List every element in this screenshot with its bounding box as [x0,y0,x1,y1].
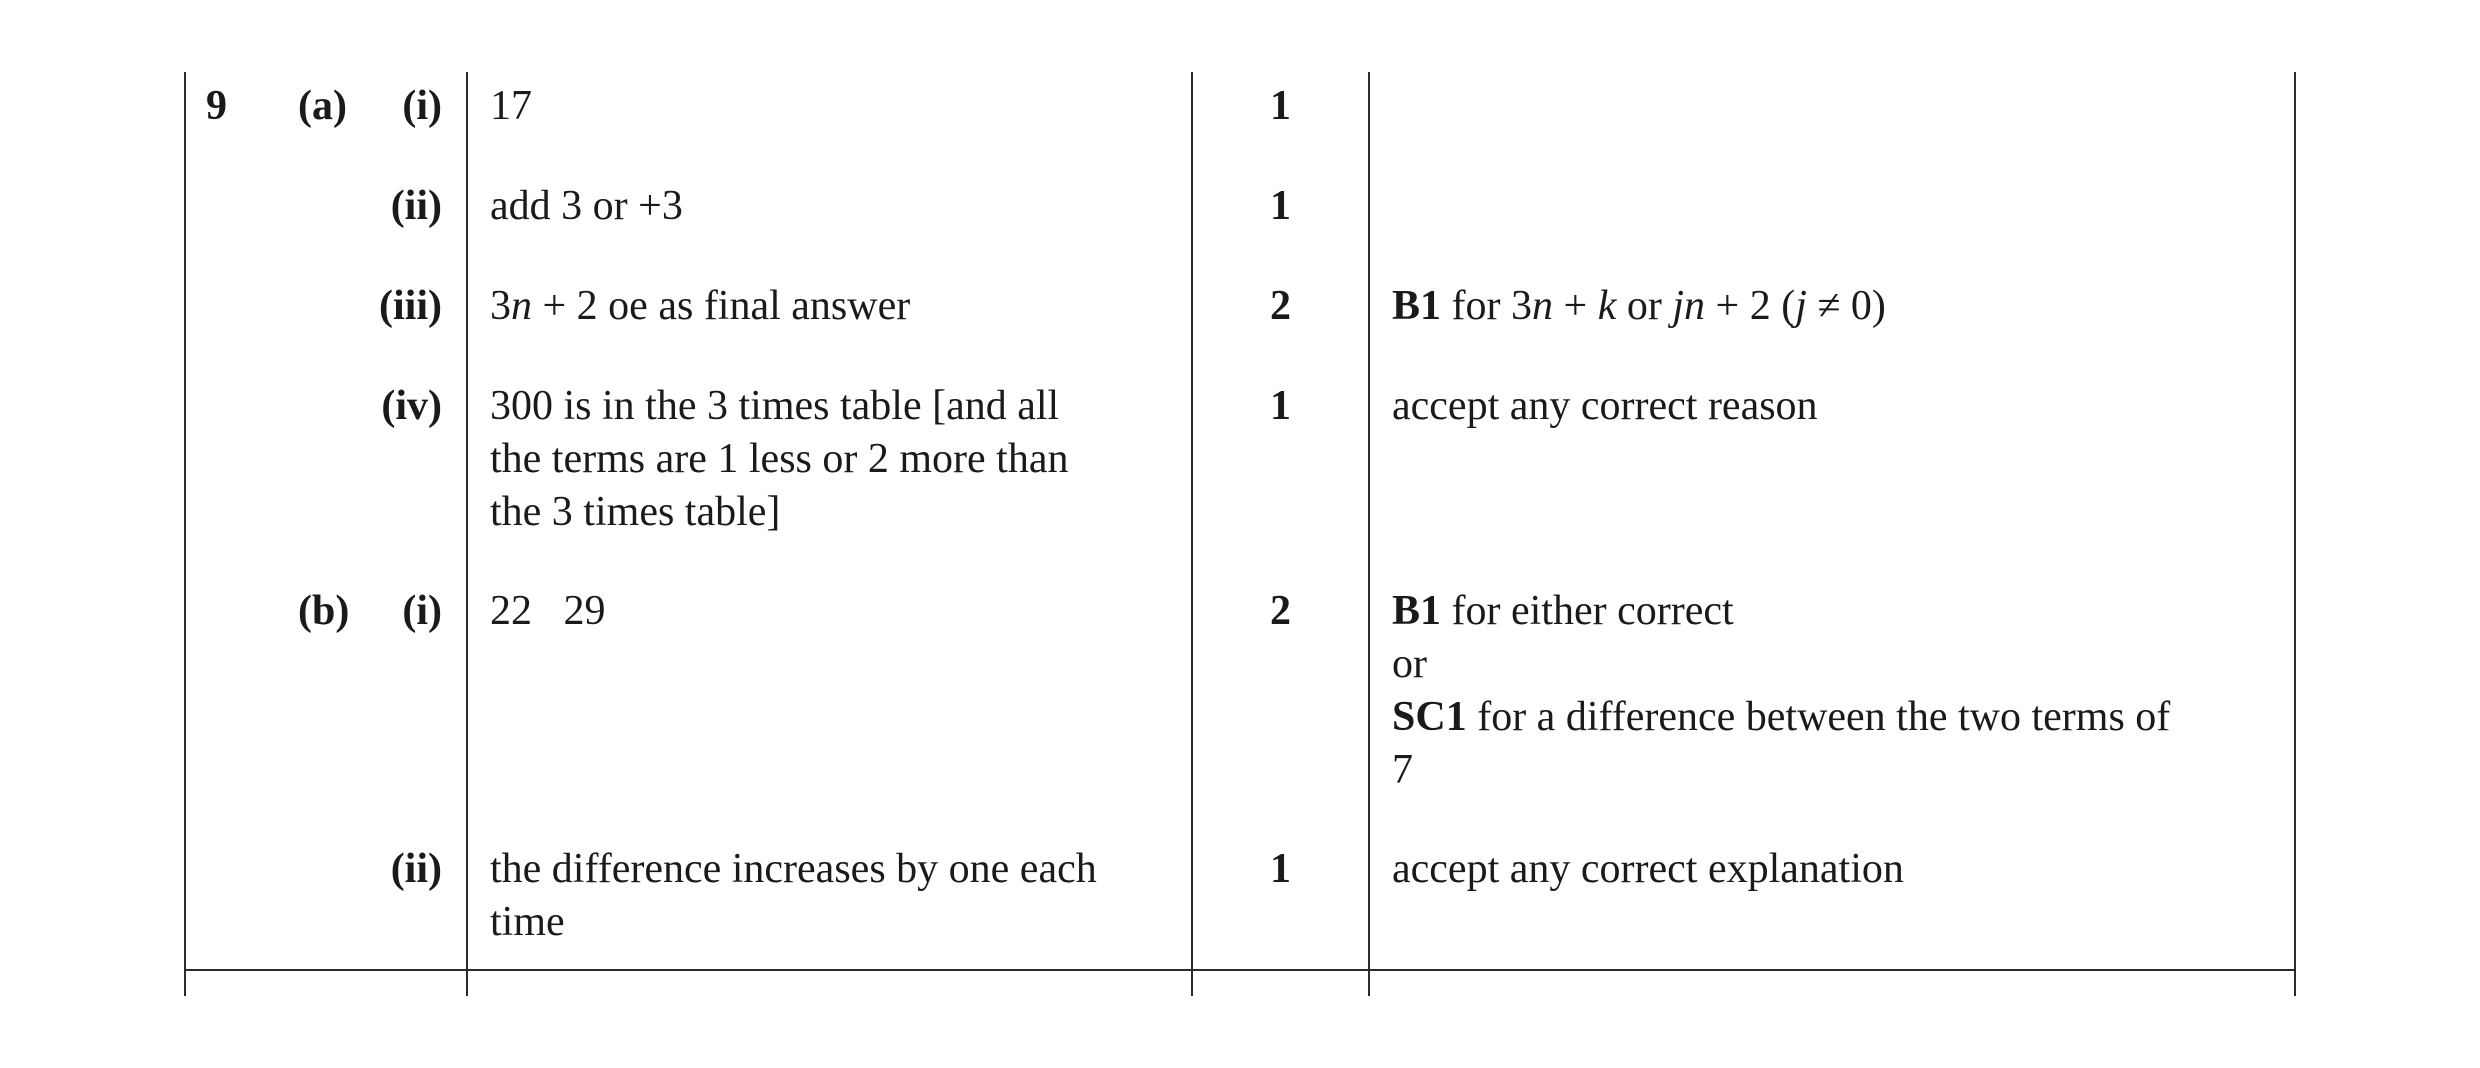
answer-text-line-1: 300 is in the 3 times table [and all [490,383,1060,429]
table-row-divider [184,969,2296,971]
mark-value: 1 [1270,846,1291,892]
mark-value: 1 [1270,83,1291,129]
table-border-left [184,72,186,996]
guidance-sc1-end: 7 [1392,747,1413,793]
answer-text: 17 [490,83,532,129]
answer-text-line-3: the 3 times table] [490,489,781,535]
subpart-label: (iii) [379,283,442,329]
answer-text-line-2: time [490,899,565,945]
part-label-b: (b) [298,588,350,634]
mark-value: 1 [1270,383,1291,429]
mark-value: 2 [1270,283,1291,329]
answer-text: 3n + 2 oe as final answer [490,283,911,329]
subpart-label: (i) [402,588,442,634]
subpart-label: (ii) [390,846,442,892]
guidance-text: accept any correct explanation [1392,846,1904,892]
mark-value: 2 [1270,588,1291,634]
question-number: 9 [206,83,227,129]
subpart-label: (iv) [381,383,442,429]
answer-text-line-1: the difference increases by one each [490,846,1097,892]
guidance-sc1: SC1 for a difference between the two terms of [1392,694,2171,740]
part-label-a: (a) [298,83,347,129]
table-divider-label [466,72,468,996]
answer-text-line-2: the terms are 1 less or 2 more than [490,436,1069,482]
answer-text: 22 29 [490,588,606,634]
guidance-text: B1 for 3n + k or jn + 2 (j ≠ 0) [1392,283,1886,329]
table-border-right [2294,72,2296,996]
table-divider-mark [1368,72,1370,996]
answer-text: add 3 or +3 [490,183,683,229]
guidance-b1: B1 for either correct [1392,588,1734,634]
mark-value: 1 [1270,183,1291,229]
guidance-or: or [1392,641,1427,687]
subpart-label: (ii) [390,183,442,229]
subpart-label: (i) [402,83,442,129]
guidance-text: accept any correct reason [1392,383,1818,429]
